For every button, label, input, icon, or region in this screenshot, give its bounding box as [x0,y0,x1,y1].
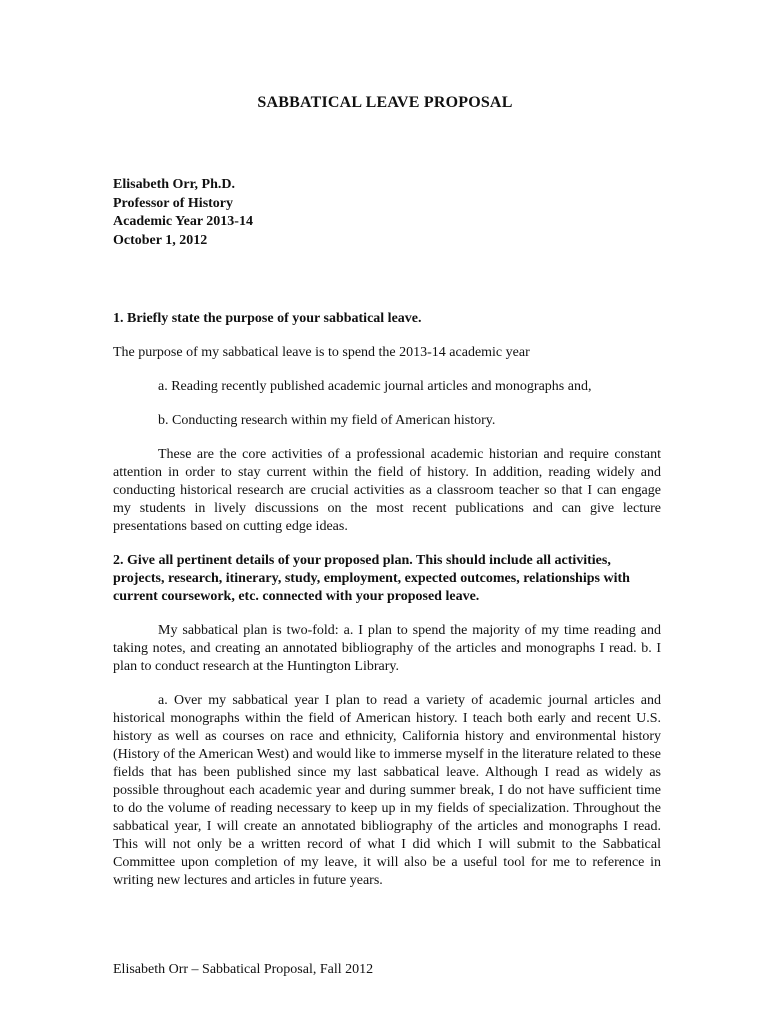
page-footer: Elisabeth Orr – Sabbatical Proposal, Fall 2012 [113,962,374,977]
question-2: 2. Give all pertinent details of your proposed plan. This should include all activities, projects, research, itinerary, study, employment, expected outcomes, relationships with current coursework, etc. connected with your proposed leave. [113,553,630,604]
purpose-paragraph: These are the core activities of a professional academic historian and require constant attention in order to stay current within the field of history. In addition, reading widely and conducting historical research are crucial activities as a classroom teacher so that I can engage my students in lively discussions on the most recent publications and can give lecture presentations based on cutting edge ideas. [113,447,661,534]
purpose-item-a: a. Reading recently published academic journal articles and monographs and, [158,379,592,394]
plan-paragraph-2: a. Over my sabbatical year I plan to read a variety of academic journal articles and historical monographs within the field of American history. I teach both early and recent U.S. history as well as courses on race and ethnicity, California history and environmental history (History of the American West) and would like to immerse myself in the literature related to these fields that has been published since my last sabbatical leave. Although I read as widely as possible throughout each academic year and during summer break, I do not have sufficient time to do the volume of reading necessary to keep up in my fields of specialization. Throughout the sabbatical year, I will create an annotated bibliography of the articles and monographs I read. This will not only be a written record of what I did which I will submit to the Sabbatical Committee upon completion of my leave, it will also be a useful tool for me to reference in writing new lectures and articles in future years. [113,693,661,888]
author-block [113,176,253,250]
purpose-intro: The purpose of my sabbatical leave is to spend the 2013-14 academic year [113,345,530,360]
academic-year: Academic Year 2013-14 [113,214,253,229]
question-1: 1. Briefly state the purpose of your sabbatical leave. [113,311,422,326]
plan-paragraph-1: My sabbatical plan is two-fold: a. I plan to spend the majority of my time reading and taking notes, and creating an annotated bibliography of the articles and monographs I read. b. I plan to conduct research at the Huntington Library. [113,623,661,674]
document-body [113,310,661,890]
purpose-item-b: b. Conducting research within my field of American history. [158,413,496,428]
document-title: SABBATICAL LEAVE PROPOSAL [257,94,513,111]
author-position: Professor of History [113,195,234,211]
proposal-date: October 1, 2012 [113,232,208,248]
author-name: Elisabeth Orr, Ph.D. [113,177,235,192]
